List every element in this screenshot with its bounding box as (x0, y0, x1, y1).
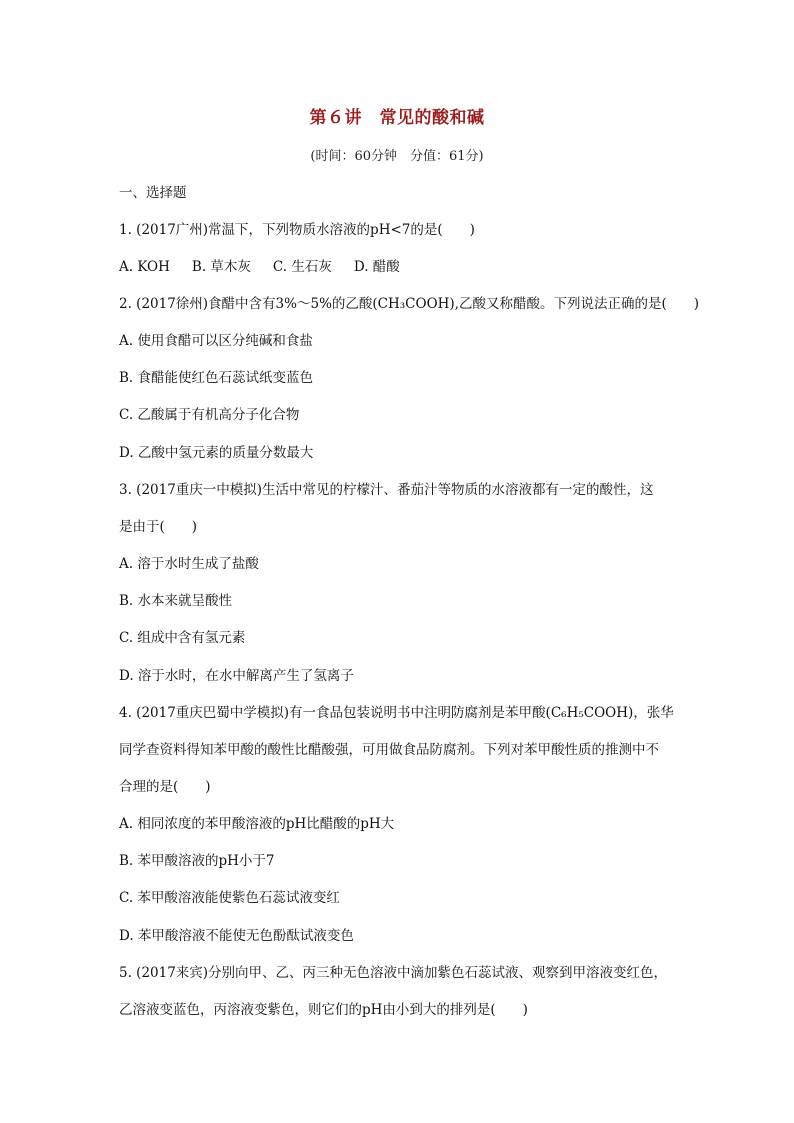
question-5-stem-line-2: 乙溶液变蓝色，丙溶液变紫色，则它们的pH由小到大的排列是( ) (119, 1002, 528, 1018)
question-3-option-b: B. 水本来就呈酸性 (119, 593, 233, 609)
question-4-stem-line-1: 4. (2017重庆巴蜀中学模拟)有一食品包装说明书中注明防腐剂是苯甲酸(C₆H₅COOH)，张华 (119, 705, 674, 721)
question-4-stem-line-2: 同学查资料得知苯甲酸的酸性比醋酸强，可用做食品防腐剂。下列对苯甲酸性质的推测中不 (119, 742, 659, 758)
question-4-option-b: B. 苯甲酸溶液的pH小于7 (119, 853, 275, 869)
option-c: C. 生石灰 (272, 259, 332, 275)
question-2-option-d: D. 乙酸中氢元素的质量分数最大 (119, 445, 314, 461)
question-3-stem-line-1: 3. (2017重庆一中模拟)生活中常见的柠檬汁、番茄汁等物质的水溶液都有一定的酸性，这 (119, 482, 654, 498)
question-3-option-d: D. 溶于水时，在水中解离产生了氢离子 (119, 668, 354, 684)
question-1-stem: 1. (2017广州)常温下，下列物质水溶液的pH<7的是( ) (119, 222, 475, 238)
option-a: A. KOH (119, 259, 170, 275)
question-1-options (119, 255, 400, 275)
question-2-option-a: A. 使用食醋可以区分纯碱和食盐 (119, 333, 313, 349)
question-4-option-c: C. 苯甲酸溶液能使紫色石蕊试液变红 (119, 890, 340, 906)
option-b: B. 草木灰 (191, 259, 251, 275)
page-title: 第６讲 常见的酸和碱 (309, 108, 485, 128)
question-2-option-b: B. 食醋能使红色石蕊试纸变蓝色 (119, 370, 314, 386)
exam-info: (时间：60分钟 分值：61分) (310, 149, 484, 164)
option-d: D. 醋酸 (353, 259, 400, 275)
question-5-stem-line-1: 5. (2017来宾)分别向甲、乙、丙三种无色溶液中滴加紫色石蕊试液、观察到甲溶液变红色， (119, 965, 668, 981)
question-3-option-a: A. 溶于水时生成了盐酸 (119, 556, 259, 572)
question-2-stem: 2. (2017徐州)食醋中含有3%～5%的乙酸(CH₃COOH),乙酸又称醋酸。下列说法正确的是( ) (119, 296, 700, 312)
question-4-stem-line-3: 合理的是( ) (119, 779, 211, 795)
question-3-option-c: C. 组成中含有氢元素 (119, 630, 246, 646)
question-2-option-c: C. 乙酸属于有机高分子化合物 (119, 407, 300, 423)
question-4-option-a: A. 相同浓度的苯甲酸溶液的pH比醋酸的pH大 (119, 816, 395, 832)
question-4-option-d: D. 苯甲酸溶液不能使无色酚酞试液变色 (119, 928, 354, 944)
section-heading: 一、选择题 (119, 185, 187, 201)
question-3-stem-line-2: 是由于( ) (119, 519, 198, 535)
